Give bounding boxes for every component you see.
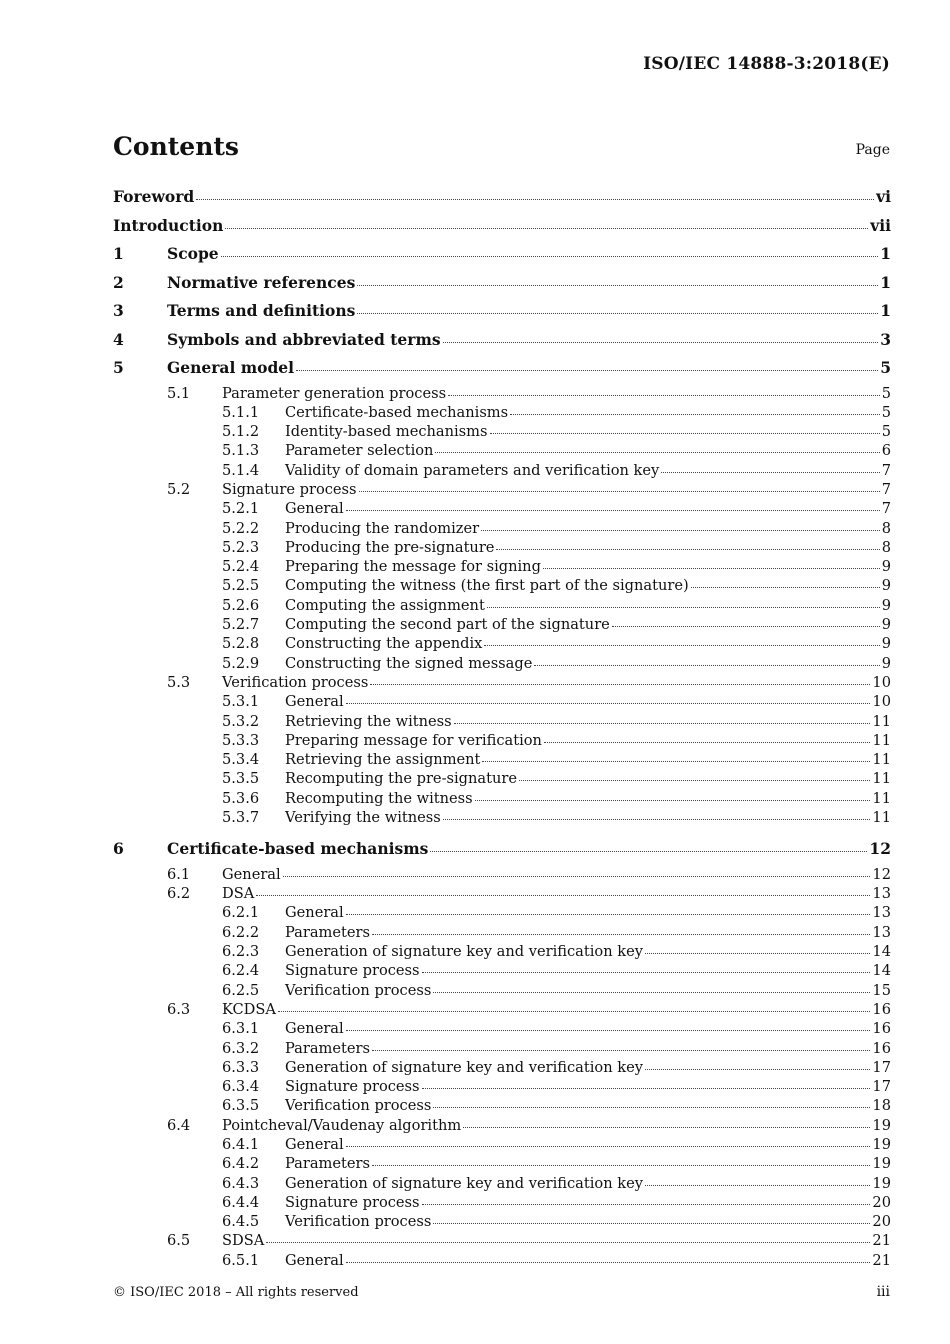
toc-entry-number: 5.3.2	[222, 712, 260, 730]
toc-dot-leader	[612, 625, 880, 627]
toc-dot-leader	[484, 644, 879, 646]
toc-entry[interactable]	[113, 1193, 891, 1212]
toc-dot-leader	[534, 664, 879, 666]
toc-entry[interactable]	[113, 1212, 891, 1231]
toc-entry-number: 6.4.4	[222, 1193, 260, 1211]
toc-entry[interactable]	[113, 270, 891, 299]
copyright-notice: © ISO/IEC 2018 – All rights reserved	[113, 1285, 359, 1300]
toc-entry-title: DSA	[222, 885, 255, 903]
toc-dot-leader	[346, 702, 871, 704]
contents-heading: Contents	[113, 132, 240, 161]
toc-entry-number: 5.2.2	[222, 519, 260, 537]
toc-entry-number: 5.3.1	[222, 693, 260, 711]
toc-entry[interactable]	[113, 1231, 891, 1250]
toc-entry-number: 6.3.1	[222, 1020, 260, 1038]
toc-entry-title: Signature process	[285, 962, 420, 980]
toc-entry-number: 6.5	[167, 1232, 191, 1250]
toc-entry-page: vii	[870, 215, 891, 235]
toc-dot-leader	[433, 991, 870, 993]
toc-entry[interactable]	[113, 1096, 891, 1115]
toc-entry-page: 11	[872, 809, 891, 827]
toc-entry-page: 13	[872, 904, 891, 922]
toc-entry-title: General	[285, 500, 344, 518]
toc-dot-leader	[266, 1241, 870, 1243]
toc-entry-title: Parameters	[285, 1155, 370, 1173]
toc-dot-leader	[481, 529, 880, 531]
toc-entry-title: Generation of signature key and verification key	[285, 943, 643, 961]
toc-entry[interactable]	[113, 865, 891, 884]
toc-entry-number: 6.4.3	[222, 1174, 260, 1192]
toc-entry-title: Computing the assignment	[285, 596, 485, 614]
toc-entry-title: Signature process	[285, 1193, 420, 1211]
toc-entry-page: 8	[881, 519, 891, 537]
toc-entry[interactable]	[113, 480, 891, 499]
document-id: ISO/IEC 14888-3:2018(E)	[643, 54, 890, 74]
toc-entry-number: 5.1.4	[222, 461, 260, 479]
toc-entry-number: 5.3.4	[222, 751, 260, 769]
toc-entry-title: Retrieving the assignment	[285, 751, 481, 769]
toc-dot-leader	[278, 1010, 871, 1012]
toc-entry-number: 6.5.1	[222, 1251, 260, 1269]
toc-entry-title: Generation of signature key and verification key	[285, 1058, 643, 1076]
toc-entry[interactable]	[113, 731, 891, 750]
toc-entry-page: 5	[881, 403, 891, 421]
toc-dot-leader	[543, 567, 880, 569]
toc-entry-title: Certificate-based mechanisms	[167, 839, 429, 859]
toc-entry[interactable]	[113, 538, 891, 557]
toc-entry-page: 14	[872, 962, 891, 980]
toc-entry-number: 6.2	[167, 885, 191, 903]
toc-entry-title: Producing the randomizer	[285, 519, 480, 537]
toc-entry-page: 16	[872, 1020, 891, 1038]
toc-dot-leader	[372, 933, 870, 935]
toc-entry-page: 11	[872, 789, 891, 807]
toc-entry-number: 5.2	[167, 480, 191, 498]
toc-dot-leader	[433, 1222, 870, 1224]
toc-entry-number: 5.1	[167, 384, 191, 402]
toc-entry-title: Scope	[167, 244, 219, 263]
toc-entry-title: Recomputing the pre-signature	[285, 770, 517, 788]
toc-entry[interactable]	[113, 241, 891, 270]
toc-entry-page: 19	[872, 1135, 891, 1153]
toc-dot-leader	[372, 1164, 870, 1166]
toc-entry-title: Computing the second part of the signature	[285, 616, 610, 634]
toc-dot-leader	[443, 818, 871, 820]
table-of-contents	[113, 184, 891, 1270]
toc-entry-number: 6	[113, 839, 124, 859]
toc-entry-page: 10	[872, 673, 891, 691]
toc-entry-title: Constructing the signed message	[285, 654, 533, 672]
toc-entry-page: 11	[872, 712, 891, 730]
toc-entry[interactable]	[113, 403, 891, 422]
toc-entry-title: Terms and definitions	[167, 301, 356, 320]
toc-entry-page: 13	[872, 923, 891, 941]
toc-entry-number: 5.3.7	[222, 809, 260, 827]
toc-entry[interactable]	[113, 1116, 891, 1135]
toc-dot-leader	[370, 683, 870, 685]
toc-entry-title: Verification process	[285, 981, 432, 999]
toc-entry[interactable]	[113, 961, 891, 980]
toc-entry-title: Recomputing the witness	[285, 789, 473, 807]
toc-dot-leader	[430, 850, 867, 852]
toc-dot-leader	[490, 432, 880, 434]
toc-entry[interactable]	[113, 808, 891, 827]
toc-entry-title: Signature process	[222, 480, 357, 498]
toc-entry-page: 6	[881, 442, 891, 460]
toc-entry[interactable]	[113, 576, 891, 595]
toc-entry-title: Producing the pre-signature	[285, 538, 495, 556]
toc-dot-leader	[422, 971, 871, 973]
toc-dot-leader	[448, 394, 880, 396]
toc-entry-number: 5.3.3	[222, 731, 260, 749]
toc-entry-number: 5.2.5	[222, 577, 260, 595]
toc-entry[interactable]	[113, 884, 891, 903]
toc-entry-number: 5.2.6	[222, 596, 260, 614]
toc-dot-leader	[283, 875, 871, 877]
toc-dot-leader	[346, 1145, 871, 1147]
toc-entry-title: Computing the witness (the first part of the signature)	[285, 577, 689, 595]
toc-entry-page: 8	[881, 538, 891, 556]
toc-entry-page: 3	[880, 329, 891, 349]
toc-entry-number: 6.4.2	[222, 1155, 260, 1173]
toc-entry-title: Symbols and abbreviated terms	[167, 329, 441, 349]
toc-entry-number: 5.3.6	[222, 789, 260, 807]
toc-entry-title: Parameter generation process	[222, 384, 447, 402]
toc-dot-leader	[510, 413, 880, 415]
toc-entry-page: 17	[872, 1058, 891, 1076]
toc-dot-leader	[454, 722, 871, 724]
toc-entry-page: 9	[881, 654, 891, 672]
toc-entry-page: 7	[881, 500, 891, 518]
toc-entry-number: 6.2.3	[222, 943, 260, 961]
toc-entry[interactable]	[113, 750, 891, 769]
toc-entry-page: 16	[872, 1000, 891, 1018]
toc-entry-title: KCDSA	[222, 1000, 276, 1018]
toc-entry[interactable]	[113, 654, 891, 673]
toc-entry-title: General	[285, 1020, 344, 1038]
toc-entry-number: 6.2.2	[222, 923, 260, 941]
toc-entry-page: 20	[872, 1213, 891, 1231]
toc-dot-leader	[221, 255, 879, 257]
toc-entry-page: 13	[872, 885, 891, 903]
toc-dot-leader	[346, 913, 871, 915]
toc-entry-page: 17	[872, 1078, 891, 1096]
toc-entry[interactable]	[113, 441, 891, 460]
toc-entry-title: Foreword	[113, 187, 195, 206]
toc-entry-page: 21	[872, 1251, 891, 1269]
toc-entry-number: 5.3.5	[222, 770, 260, 788]
toc-entry-page: 1	[880, 244, 891, 263]
toc-entry-page: 18	[872, 1097, 891, 1115]
toc-entry[interactable]	[113, 596, 891, 615]
toc-entry[interactable]	[113, 355, 891, 384]
toc-dot-leader	[475, 799, 871, 801]
toc-entry-number: 5	[113, 358, 124, 377]
toc-entry[interactable]	[113, 923, 891, 942]
toc-dot-leader	[496, 548, 879, 550]
toc-dot-leader	[346, 1029, 871, 1031]
toc-entry-number: 6.1	[167, 865, 191, 883]
contents-heading-row	[113, 132, 890, 166]
toc-dot-leader	[435, 451, 879, 453]
toc-entry[interactable]	[113, 712, 891, 731]
toc-entry-page: 20	[872, 1193, 891, 1211]
toc-dot-leader	[357, 312, 878, 314]
toc-entry-number: 6.4.5	[222, 1213, 260, 1231]
toc-entry-title: Preparing message for verification	[285, 731, 542, 749]
toc-entry-page: 9	[881, 616, 891, 634]
toc-entry-title: Pointcheval/Vaudenay algorithm	[222, 1116, 462, 1134]
toc-entry[interactable]	[113, 942, 891, 961]
toc-entry-title: Verifying the witness	[285, 809, 441, 827]
page-number: iii	[876, 1284, 890, 1300]
toc-entry-number: 6.3.5	[222, 1097, 260, 1115]
toc-entry-title: Retrieving the witness	[285, 712, 452, 730]
toc-entry-number: 2	[113, 272, 124, 292]
toc-entry[interactable]	[113, 903, 891, 922]
toc-entry-number: 5.1.2	[222, 423, 260, 441]
toc-entry[interactable]	[113, 1058, 891, 1077]
toc-entry-title: Constructing the appendix	[285, 635, 483, 653]
toc-entry[interactable]	[113, 692, 891, 711]
toc-entry-number: 5.2.8	[222, 635, 260, 653]
toc-entry-number: 6.4.1	[222, 1135, 260, 1153]
toc-entry-page: 9	[881, 558, 891, 576]
toc-entry-number: 6.4	[167, 1116, 191, 1134]
toc-entry-page: 9	[881, 635, 891, 653]
toc-entry-page: 21	[872, 1232, 891, 1250]
toc-entry-page: 19	[872, 1174, 891, 1192]
toc-dot-leader	[544, 741, 870, 743]
toc-entry-number: 5.1.1	[222, 403, 260, 421]
toc-dot-leader	[482, 760, 870, 762]
toc-entry-page: 19	[872, 1155, 891, 1173]
toc-entry[interactable]	[113, 519, 891, 538]
toc-dot-leader	[443, 341, 879, 343]
toc-entry[interactable]	[113, 557, 891, 576]
toc-entry-title: General	[285, 1251, 344, 1269]
toc-entry-title: General	[285, 693, 344, 711]
toc-entry-page: 10	[872, 693, 891, 711]
toc-dot-leader	[519, 779, 870, 781]
toc-entry[interactable]	[113, 213, 891, 242]
toc-entry[interactable]	[113, 673, 891, 692]
toc-entry-page: 12	[869, 839, 891, 859]
toc-entry-number: 6.3.3	[222, 1058, 260, 1076]
toc-entry-page: 9	[881, 596, 891, 614]
toc-dot-leader	[256, 894, 870, 896]
toc-entry-number: 6.2.5	[222, 981, 260, 999]
toc-dot-leader	[645, 1068, 870, 1070]
toc-dot-leader	[645, 952, 870, 954]
toc-dot-leader	[422, 1087, 871, 1089]
toc-entry-number: 5.2.9	[222, 654, 260, 672]
toc-dot-leader	[691, 586, 880, 588]
toc-dot-leader	[645, 1184, 870, 1186]
toc-entry[interactable]	[113, 836, 891, 865]
toc-entry-page: 5	[881, 384, 891, 402]
toc-entry-title: General	[285, 904, 344, 922]
toc-entry-title: Verification process	[285, 1097, 432, 1115]
toc-entry[interactable]	[113, 615, 891, 634]
toc-entry-title: General model	[167, 358, 295, 377]
toc-entry-title: Validity of domain parameters and verification key	[285, 461, 660, 479]
toc-entry[interactable]	[113, 634, 891, 653]
toc-dot-leader	[487, 606, 880, 608]
toc-entry[interactable]	[113, 184, 891, 213]
toc-dot-leader	[196, 198, 874, 200]
toc-entry[interactable]	[113, 1019, 891, 1038]
toc-entry[interactable]	[113, 327, 891, 356]
toc-entry-title: Parameter selection	[285, 442, 434, 460]
toc-entry-page: 15	[872, 981, 891, 999]
toc-entry-title: Introduction	[113, 215, 224, 235]
toc-entry-title: Certificate-based mechanisms	[285, 403, 509, 421]
toc-entry-page: 5	[880, 358, 891, 377]
toc-entry[interactable]	[113, 384, 891, 403]
toc-entry-number: 5.2.4	[222, 558, 260, 576]
toc-entry-page: 19	[872, 1116, 891, 1134]
toc-entry-title: Normative references	[167, 272, 356, 292]
toc-entry-page: 1	[880, 272, 891, 292]
toc-entry[interactable]	[113, 499, 891, 518]
toc-entry-number: 5.1.3	[222, 442, 260, 460]
toc-entry-number: 6.2.1	[222, 904, 260, 922]
toc-entry[interactable]	[113, 769, 891, 788]
toc-dot-leader	[372, 1049, 870, 1051]
toc-entry-number: 6.3.4	[222, 1078, 260, 1096]
toc-entry[interactable]	[113, 1039, 891, 1058]
toc-entry-title: Parameters	[285, 1039, 370, 1057]
toc-entry-number: 1	[113, 244, 124, 263]
page-column-label: Page	[855, 142, 890, 158]
toc-dot-leader	[296, 369, 878, 371]
toc-entry-number: 5.2.3	[222, 538, 260, 556]
toc-entry-page: 7	[881, 480, 891, 498]
toc-entry-title: General	[285, 1135, 344, 1153]
toc-entry-title: Identity-based mechanisms	[285, 423, 488, 441]
toc-entry-page: 11	[872, 751, 891, 769]
toc-entry-title: Signature process	[285, 1078, 420, 1096]
toc-entry-number: 4	[113, 329, 124, 349]
toc-entry-number: 5.2.1	[222, 500, 260, 518]
toc-entry-page: 11	[872, 770, 891, 788]
toc-entry[interactable]	[113, 461, 891, 480]
toc-entry[interactable]	[113, 1135, 891, 1154]
toc-dot-leader	[357, 284, 878, 286]
toc-entry[interactable]	[113, 1000, 891, 1019]
toc-entry[interactable]	[113, 1174, 891, 1193]
toc-dot-leader	[422, 1203, 871, 1205]
toc-entry[interactable]	[113, 1077, 891, 1096]
toc-entry-page: vi	[876, 187, 891, 206]
toc-dot-leader	[225, 227, 868, 229]
toc-entry[interactable]	[113, 1251, 891, 1270]
toc-entry-page: 14	[872, 943, 891, 961]
toc-entry-page: 16	[872, 1039, 891, 1057]
toc-dot-leader	[346, 509, 880, 511]
toc-dot-leader	[433, 1106, 870, 1108]
toc-entry-page: 7	[881, 461, 891, 479]
toc-entry-number: 6.3	[167, 1000, 191, 1018]
toc-entry[interactable]	[113, 298, 891, 327]
toc-entry-number: 3	[113, 301, 124, 320]
toc-entry[interactable]	[113, 422, 891, 441]
toc-entry-title: Verification process	[285, 1213, 432, 1231]
toc-entry-number: 6.2.4	[222, 962, 260, 980]
toc-entry-page: 9	[881, 577, 891, 595]
toc-entry-title: SDSA	[222, 1232, 265, 1250]
toc-dot-leader	[661, 471, 879, 473]
toc-entry-title: General	[222, 865, 281, 883]
toc-entry-number: 5.3	[167, 673, 191, 691]
toc-entry[interactable]	[113, 1154, 891, 1173]
toc-entry[interactable]	[113, 789, 891, 808]
toc-entry-title: Parameters	[285, 923, 370, 941]
toc-dot-leader	[359, 490, 880, 492]
toc-entry-number: 6.3.2	[222, 1039, 260, 1057]
toc-dot-leader	[463, 1126, 870, 1128]
toc-entry-number: 5.2.7	[222, 616, 260, 634]
toc-entry-page: 5	[881, 423, 891, 441]
toc-dot-leader	[346, 1261, 871, 1263]
toc-entry-title: Generation of signature key and verification key	[285, 1174, 643, 1192]
toc-entry-page: 12	[872, 865, 891, 883]
toc-entry-title: Verification process	[222, 673, 369, 691]
toc-entry-title: Preparing the message for signing	[285, 558, 541, 576]
toc-entry-page: 1	[880, 301, 891, 320]
toc-entry-page: 11	[872, 731, 891, 749]
toc-entry[interactable]	[113, 981, 891, 1000]
